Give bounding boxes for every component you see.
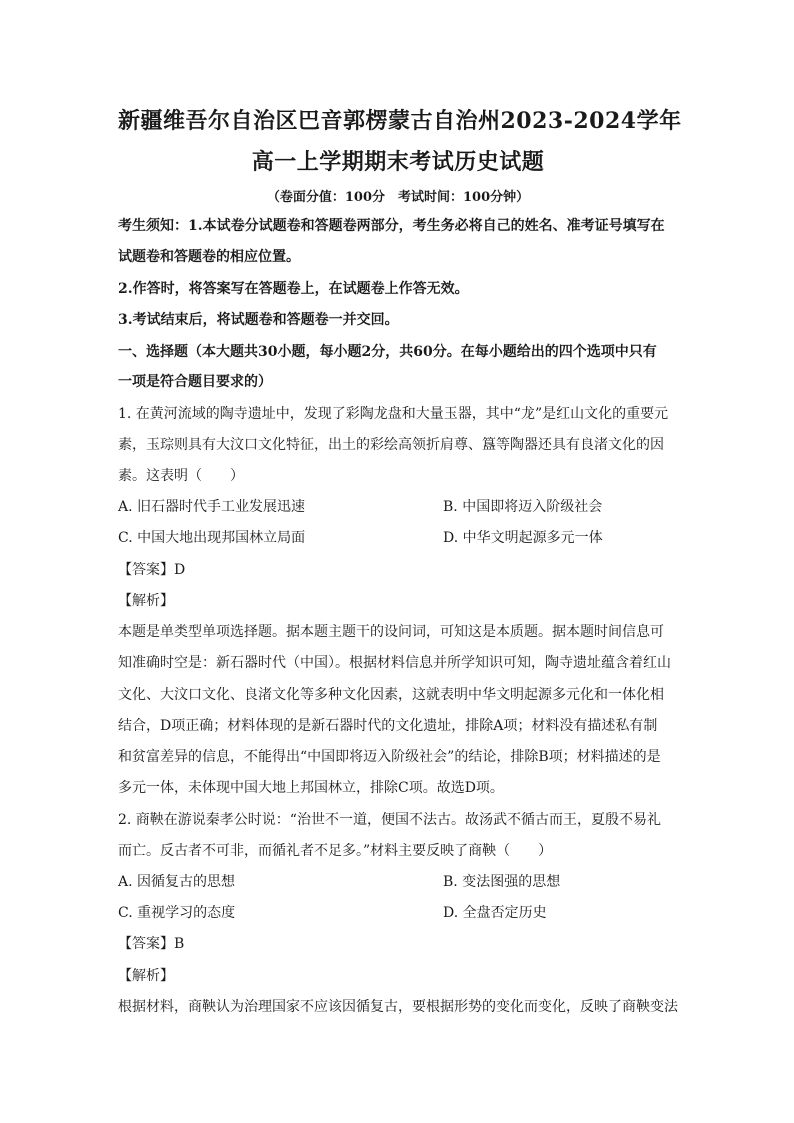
notice-line1: 考生须知：1.本试卷分试题卷和答题卷两部分，考生务必将自己的姓名、准考证号填写在 [118,218,665,234]
q1-stem-line: 素，玉琮则具有大汶口文化特征，出土的彩绘高领折肩尊、簋等陶器还具有良渚文化的因 [118,437,664,453]
q2-option-c: C. 重视学习的态度 [118,905,236,921]
q1-option-a: A. 旧石器时代手工业发展迅速 [118,499,306,515]
q1-option-b: B. 中国即将迈入阶级社会 [443,499,603,515]
q2-option-b: B. 变法图强的思想 [443,874,561,890]
q1-analysis-line: 知准确时空是：新石器时代（中国）。根据材料信息并所学知识可知，陶寺遗址蕴含着红山 [118,655,671,671]
q2-analysis-label: 【解析】 [118,968,174,984]
exam-title-line2: 高一上学期期末考试历史试题 [251,149,545,175]
q1-analysis-line: 和贫富差异的信息，不能得出“中国即将迈入阶级社会”的结论，排除B项；材料描述的是 [118,749,661,765]
exam-subtitle: （卷面分值：100分 考试时间：100分钟） [266,190,530,205]
exam-title-line1: 新疆维吾尔自治区巴音郭楞蒙古自治州2023-2024学年 [118,108,682,134]
q1-analysis-line: 多元一体，未体现中国大地上邦国林立，排除C项。故选D项。 [118,780,504,796]
q2-option-a: A. 因循复古的思想 [118,874,236,890]
section1-heading-line2: 一项是符合题目要求的） [118,374,272,390]
q2-stem-line: 2. 商鞅在游说秦孝公时说：“治世不一道，便国不法古。故汤武不循古而王，夏殷不易礼 [118,812,661,828]
q1-option-d: D. 中华文明起源多元一体 [443,530,603,546]
notice-item3: 3.考试结束后，将试题卷和答题卷一并交回。 [118,312,399,328]
q2-stem-line: 而亡。反古者不可非，而循礼者不足多。”材料主要反映了商鞅（ ） [118,843,553,859]
notice-item2: 2.作答时，将答案写在答题卷上，在试题卷上作答无效。 [118,281,469,297]
section1-heading-line1: 一、选择题（本大题共30小题，每小题2分，共60分。在每小题给出的四个选项中只有 [118,344,657,360]
q1-answer: 【答案】D [118,562,186,578]
q1-analysis-line: 文化、大汶口文化、良渚文化等多种文化因素，这就表明中华文明起源多元化和一体化相 [118,687,664,703]
q2-analysis-line: 根据材料，商鞅认为治理国家不应该因循复古，要根据形势的变化而变化，反映了商鞅变法 [118,999,678,1015]
q1-stem-line: 1. 在黄河流域的陶寺遗址中，发现了彩陶龙盘和大量玉器，其中“龙”是红山文化的重要元 [118,406,669,422]
q1-analysis-line: 本题是单类型单项选择题。据本题主题干的设问词，可知这是本质题。据本题时间信息可 [118,624,664,640]
q1-stem-line: 素。这表明（ ） [118,468,244,484]
q1-analysis-line: 结合，D项正确；材料体现的是新石器时代的文化遗址，排除A项；材料没有描述私有制 [118,718,658,734]
notice-line2: 试题卷和答题卷的相应位置。 [118,249,300,265]
q1-option-c: C. 中国大地出现邦国林立局面 [118,530,306,546]
q2-answer: 【答案】B [118,936,185,952]
q2-option-d: D. 全盘否定历史 [443,905,547,921]
q1-analysis-label: 【解析】 [118,593,174,609]
